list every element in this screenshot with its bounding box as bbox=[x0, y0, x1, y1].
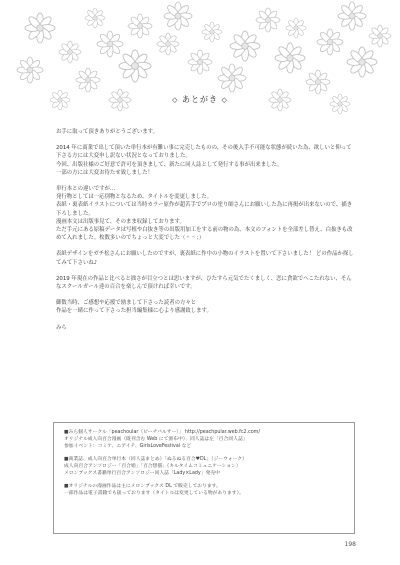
body-paragraph: 御数当時、ご感想や応援で励まして下さった読者の方々と bbox=[56, 300, 197, 307]
info-section bbox=[64, 483, 346, 497]
body-paragraph: 一部の方には大変お待たせ致しました！ bbox=[56, 169, 154, 176]
paragraph-gap bbox=[56, 242, 356, 250]
info-box bbox=[53, 422, 355, 534]
body-paragraph: 2019 年現在の作品と比べると拙さが目立つとは思いますが、ひたすら元気でたくましく、恋に貪欲でへこたれない、そんなスクールガール達の百合を楽しんで頂ければ幸いです。 bbox=[56, 275, 352, 291]
info-section bbox=[64, 429, 346, 450]
body-paragraph: 今回、出版社様のご好意で許可を頂きまして、新たに同人誌として発行する事が出来ました。 bbox=[56, 161, 283, 168]
heading-ornament-right: ◇ bbox=[221, 96, 228, 104]
info-line: 成人向百合アンソロジー「百合姫」「百合想描」（キルタイムコミュニケーション） bbox=[64, 464, 241, 469]
heading-ornament-left: ◇ bbox=[172, 96, 179, 104]
afterword-body bbox=[56, 128, 356, 332]
body-paragraph: お手に取って頂きありがとうございます。 bbox=[56, 129, 158, 135]
flower-pattern-decoration bbox=[0, 0, 400, 130]
body-paragraph: ただ手元にある原稿データは写植や白抜き等の出版用加工をする前の物の為、本文のフォントを全部差し替え、白抜きも改めて入れました。枚数多いのでちょっと大変でした（＾＾；） bbox=[56, 227, 353, 242]
body-paragraph: 単行本との違いですが… bbox=[56, 186, 116, 193]
paragraph-gap bbox=[56, 177, 356, 185]
heading-title: あとがき bbox=[182, 95, 218, 104]
body-paragraph: みら bbox=[56, 324, 67, 331]
body-paragraph: 2014 年に商業で出して頂いた単行本が有難い事に完売したものの、その後入手不可能な状態が続いた為、欲しいと仰って下さる方には大変申し訳ない状況となっておりました。 bbox=[56, 145, 352, 160]
paragraph-gap bbox=[56, 136, 356, 144]
body-paragraph: 発行物としては一応別物となるため、タイトルを変更しました。 bbox=[56, 194, 213, 201]
body-paragraph: 表紙・裏表紙イラストについては当時カラー原作が超苦手でプロの塗り師さんにお願いした為に再掲が出来ないので、描き下ろしました。 bbox=[56, 202, 353, 217]
page-number: 198 bbox=[344, 541, 356, 548]
afterword-heading bbox=[0, 94, 400, 105]
info-line: オリジナル成人向百合漫画（既刊含む Web にて頒布中）、同人誌は左「百合同人誌」 bbox=[64, 437, 248, 442]
body-paragraph: 表紙デザインをガチ松さんにお願いしたのですが、裏表紙に作中の小物のイラストを置いて下さいました！ どの作品か探してみて下さいね♪ bbox=[56, 251, 354, 266]
info-line: ■オリジナルの漫画作品は主にメロンブックス DL で販売しております。 bbox=[64, 484, 221, 489]
body-paragraph: 漫画本文は出版事見て、そのまま収録しております。 bbox=[56, 218, 185, 225]
info-line: メロンブックス書籍単行百合アンソロジー同人誌「Lady×Lady」発売中 bbox=[64, 471, 220, 476]
paragraph-gap bbox=[56, 316, 356, 324]
paragraph-gap bbox=[56, 267, 356, 275]
info-line: 参加イベント：コミケ、エアイテ、GirlsLoveFestival など bbox=[64, 444, 192, 449]
info-line: 一部作品は電子書籍でも扱っております（タイトルは変更している物があります）。 bbox=[64, 491, 244, 496]
paragraph-gap bbox=[56, 291, 356, 299]
info-line: ■みら個人サークル「peachoular（ピーチバルサー）」 http://peachpular.web.fc2.com/ bbox=[64, 430, 260, 435]
info-section bbox=[64, 456, 346, 477]
info-line: ■商業誌、成人向百合単行本（同人誌まとめ）「ぬるぬる百合♥DL」（ジーウォーク） bbox=[64, 457, 247, 462]
body-paragraph: 作品を一緒に作って下さった担当編集様に心より感謝致します。 bbox=[56, 308, 212, 315]
